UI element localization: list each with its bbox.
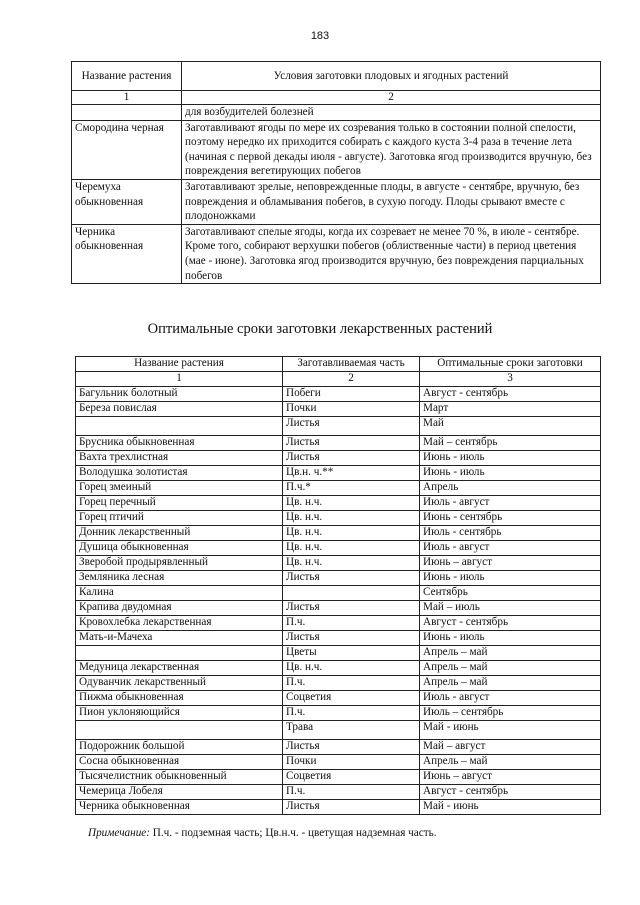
table-row xyxy=(76,436,601,451)
harvested-part-cell: Соцветия xyxy=(283,691,420,706)
table-row xyxy=(76,691,601,706)
plant-name-cell: Смородина черная xyxy=(72,120,182,179)
section-title: Оптимальные сроки заготовки лекарственных растений xyxy=(147,321,493,337)
table-row xyxy=(76,571,601,586)
page-number: 183 xyxy=(310,30,330,42)
plant-name-cell: Брусника обыкновенная xyxy=(76,436,283,451)
column-number: 1 xyxy=(72,91,182,105)
column-header-plant-name: Название растения xyxy=(72,62,182,91)
table-row xyxy=(76,676,601,691)
plant-name-cell: Горец птичий xyxy=(76,511,283,526)
table-row xyxy=(76,755,601,770)
optimal-period-cell: Август - сентябрь xyxy=(420,616,601,631)
harvested-part-cell: Цв. н.ч. xyxy=(283,661,420,676)
optimal-period-cell: Июнь - июль xyxy=(420,631,601,646)
table-row xyxy=(72,179,601,224)
table-row xyxy=(76,631,601,646)
harvested-part-cell: Листья xyxy=(283,631,420,646)
harvested-part-cell: Листья xyxy=(283,451,420,466)
footnote-label: Примечание: xyxy=(88,827,150,839)
optimal-period-cell: Май xyxy=(420,417,601,436)
plant-name-cell: Володушка золотистая xyxy=(76,466,283,481)
table-row xyxy=(76,586,601,601)
harvested-part-cell: Листья xyxy=(283,571,420,586)
table-row xyxy=(72,105,601,121)
plant-name-cell: Душица обыкновенная xyxy=(76,541,283,556)
plant-name-cell xyxy=(76,646,283,661)
column-number: 2 xyxy=(182,91,601,105)
optimal-period-cell: Апрель – май xyxy=(420,755,601,770)
plant-name-cell: Калина xyxy=(76,586,283,601)
table-row xyxy=(76,646,601,661)
optimal-period-cell: Июнь – август xyxy=(420,770,601,785)
harvested-part-cell: Листья xyxy=(283,417,420,436)
column-number-row xyxy=(76,372,601,387)
table-row xyxy=(76,601,601,616)
optimal-period-cell: Май – сентябрь xyxy=(420,436,601,451)
optimal-period-cell: Июль - август xyxy=(420,541,601,556)
harvested-part-cell: Цв. н.ч. xyxy=(283,526,420,541)
column-header-harvested-part: Заготавливаемая часть xyxy=(283,357,420,372)
plant-name-cell: Пион уклоняющийся xyxy=(76,706,283,721)
optimal-period-cell: Май - июнь xyxy=(420,800,601,815)
harvested-part-cell xyxy=(283,586,420,601)
harvested-part-cell: Соцветия xyxy=(283,770,420,785)
harvested-part-cell: Трава xyxy=(283,721,420,740)
table-row xyxy=(76,616,601,631)
optimal-period-cell: Июнь - сентябрь xyxy=(420,511,601,526)
column-number: 3 xyxy=(420,372,601,387)
column-number: 2 xyxy=(283,372,420,387)
plant-name-cell xyxy=(76,721,283,740)
table-row xyxy=(76,740,601,755)
table-row xyxy=(76,466,601,481)
harvested-part-cell: П.ч. xyxy=(283,616,420,631)
column-number: 1 xyxy=(76,372,283,387)
harvested-part-cell: П.ч.* xyxy=(283,481,420,496)
plant-name-cell: Донник лекарственный xyxy=(76,526,283,541)
footnote-text: П.ч. - подземная часть; Цв.н.ч. - цветущая надземная часть. xyxy=(150,827,437,839)
plant-name-cell: Береза повислая xyxy=(76,402,283,417)
optimal-period-cell: Август - сентябрь xyxy=(420,387,601,402)
table-row xyxy=(76,511,601,526)
plant-name-cell: Крапива двудомная xyxy=(76,601,283,616)
harvested-part-cell: Цветы xyxy=(283,646,420,661)
optimal-period-cell: Июнь - июль xyxy=(420,451,601,466)
table-row xyxy=(76,481,601,496)
optimal-period-cell: Июль – сентябрь xyxy=(420,706,601,721)
harvested-part-cell: П.ч. xyxy=(283,785,420,800)
table-row xyxy=(76,451,601,466)
plant-name-cell: Черемуха обыкновенная xyxy=(72,179,182,224)
plant-name-cell: Черника обыкновенная xyxy=(76,800,283,815)
plant-name-cell: Подорожник большой xyxy=(76,740,283,755)
plant-name-cell: Сосна обыкновенная xyxy=(76,755,283,770)
plant-name-cell: Мать-и-Мачеха xyxy=(76,631,283,646)
table-row xyxy=(76,721,601,740)
optimal-period-cell: Сентябрь xyxy=(420,586,601,601)
optimal-period-cell: Май – август xyxy=(420,740,601,755)
optimal-period-cell: Апрель – май xyxy=(420,676,601,691)
plant-name-cell: Черника обыкновенная xyxy=(72,224,182,283)
harvested-part-cell: Почки xyxy=(283,755,420,770)
conditions-cell: для возбудителей болезней xyxy=(182,105,601,121)
optimal-period-cell: Март xyxy=(420,402,601,417)
plant-name-cell xyxy=(76,417,283,436)
plant-name-cell: Зверобой продырявленный xyxy=(76,556,283,571)
harvested-part-cell: Цв. н.ч. xyxy=(283,541,420,556)
harvested-part-cell: Почки xyxy=(283,402,420,417)
table-row xyxy=(72,224,601,283)
optimal-period-cell: Июль - сентябрь xyxy=(420,526,601,541)
table-row xyxy=(76,800,601,815)
optimal-period-cell: Июнь - июль xyxy=(420,466,601,481)
harvested-part-cell: Листья xyxy=(283,436,420,451)
harvested-part-cell: Листья xyxy=(283,740,420,755)
optimal-period-cell: Апрель xyxy=(420,481,601,496)
plant-name-cell: Чемерица Лобеля xyxy=(76,785,283,800)
plant-name-cell: Одуванчик лекарственный xyxy=(76,676,283,691)
column-header-optimal-period: Оптимальные сроки заготовки xyxy=(420,357,601,372)
column-number-row xyxy=(72,91,601,105)
conditions-cell: Заготавливают ягоды по мере их созревания только в состоянии полной спелости, поэтому нередко их приходится собирать с каждого куста 3-4 раза в течение лета (начиная с первой декады июля - августе). Заготовка ягод производится вручную, без повреждения вегетирующих побегов xyxy=(182,120,601,179)
harvested-part-cell: П.ч. xyxy=(283,706,420,721)
table-row xyxy=(76,556,601,571)
optimal-period-cell: Апрель – май xyxy=(420,661,601,676)
table-header-row xyxy=(72,62,601,91)
table-row xyxy=(76,387,601,402)
table-row xyxy=(76,706,601,721)
table-row xyxy=(76,770,601,785)
table-row xyxy=(76,496,601,511)
harvest-conditions-table xyxy=(71,61,601,284)
plant-name-cell: Багульник болотный xyxy=(76,387,283,402)
harvested-part-cell: Цв.н. ч.** xyxy=(283,466,420,481)
table-row xyxy=(76,402,601,417)
plant-name-cell xyxy=(72,105,182,121)
plant-name-cell: Горец перечный xyxy=(76,496,283,511)
optimal-period-cell: Июль - август xyxy=(420,496,601,511)
optimal-period-cell: Август - сентябрь xyxy=(420,785,601,800)
harvested-part-cell: Цв. н.ч. xyxy=(283,511,420,526)
table-row xyxy=(76,541,601,556)
harvested-part-cell: Цв. н.ч. xyxy=(283,496,420,511)
table-row xyxy=(76,417,601,436)
footnote xyxy=(88,827,437,839)
table-row xyxy=(72,120,601,179)
optimal-period-cell: Май - июнь xyxy=(420,721,601,740)
plant-name-cell: Медуница лекарственная xyxy=(76,661,283,676)
conditions-cell: Заготавливают зрелые, неповрежденные плоды, в августе - сентябре, вручную, без повреждения и обламывания побегов, в сухую погоду. Плоды срывают вместе с плодоножками xyxy=(182,179,601,224)
optimal-period-cell: Июль - август xyxy=(420,691,601,706)
harvested-part-cell: Листья xyxy=(283,601,420,616)
table-row xyxy=(76,526,601,541)
column-header-conditions: Условия заготовки плодовых и ягодных растений xyxy=(182,62,601,91)
harvested-part-cell: П.ч. xyxy=(283,676,420,691)
conditions-cell: Заготавливают спелые ягоды, когда их созревает не менее 70 %, в июле - сентябре. Кроме того, собирают верхушки побегов (облиственные части) в период цветения (мае - июне). Заготовка ягод производится вручную, без повреждения парциальных побегов xyxy=(182,224,601,283)
plant-name-cell: Тысячелистник обыкновенный xyxy=(76,770,283,785)
column-header-plant-name: Название растения xyxy=(76,357,283,372)
harvested-part-cell: Листья xyxy=(283,800,420,815)
harvested-part-cell: Побеги xyxy=(283,387,420,402)
optimal-period-cell: Май – июль xyxy=(420,601,601,616)
plant-name-cell: Вахта трехлистная xyxy=(76,451,283,466)
optimal-period-cell: Июнь – август xyxy=(420,556,601,571)
table-header-row xyxy=(76,357,601,372)
optimal-period-cell: Апрель – май xyxy=(420,646,601,661)
table-row xyxy=(76,785,601,800)
plant-name-cell: Горец змеиный xyxy=(76,481,283,496)
plant-name-cell: Земляника лесная xyxy=(76,571,283,586)
plant-name-cell: Кровохлебка лекарственная xyxy=(76,616,283,631)
optimal-period-cell: Июнь - июль xyxy=(420,571,601,586)
harvest-periods-table xyxy=(75,356,601,815)
table-row xyxy=(76,661,601,676)
plant-name-cell: Пижма обыкновенная xyxy=(76,691,283,706)
harvested-part-cell: Цв. н.ч. xyxy=(283,556,420,571)
